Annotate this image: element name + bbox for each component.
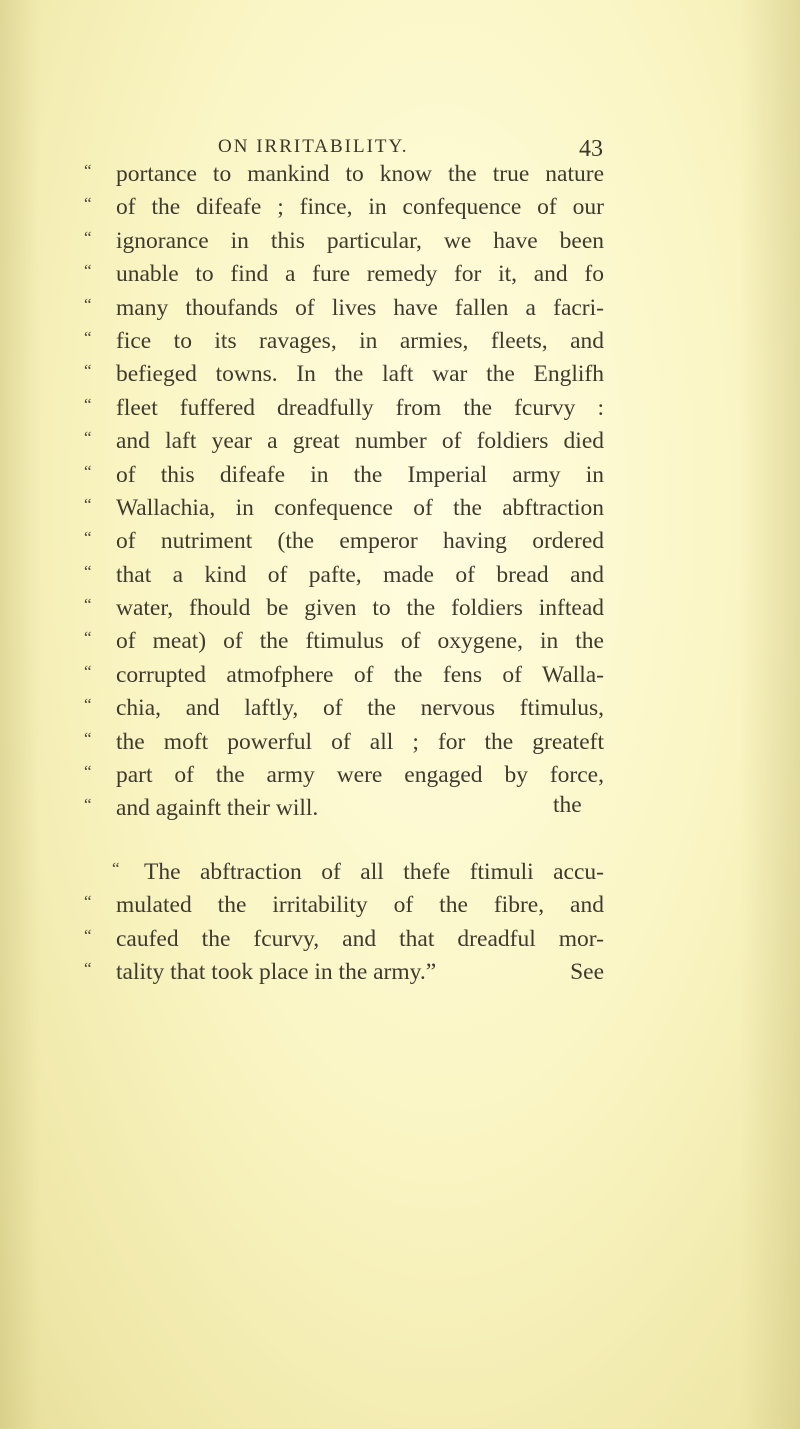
text-line <box>84 592 604 625</box>
line-text: mulated the irritability of the fibre, and <box>116 892 604 919</box>
line-text: portance to mankind to know the true nature <box>116 161 604 187</box>
line-text: The abftraction of all thefe ftimuli accu- <box>144 858 604 885</box>
running-title: ON IRRITABILITY. <box>218 136 409 157</box>
text-line <box>84 492 604 525</box>
line-text: part of the army were engaged by force, <box>116 762 604 789</box>
quote-mark: “ <box>84 361 92 381</box>
paragraph-gap <box>84 826 604 856</box>
paragraph-1 <box>84 158 604 826</box>
quote-mark: “ <box>84 925 92 945</box>
body-text <box>84 158 604 989</box>
quote-mark: “ <box>84 428 92 448</box>
text-line <box>84 726 604 759</box>
line-text: many thoufands of lives have fallen a facri- <box>116 294 604 321</box>
quote-mark: “ <box>84 528 92 548</box>
quote-mark: “ <box>84 161 92 180</box>
text-line <box>84 525 604 558</box>
text-line <box>84 358 604 391</box>
line-text: chia, and laftly, of the nervous ftimulus, <box>116 695 604 722</box>
quote-mark: “ <box>84 494 92 514</box>
line-text: and againft their will. <box>116 795 319 822</box>
text-line <box>84 625 604 658</box>
line-text: of meat) of the ftimulus of oxygene, in the <box>116 628 604 655</box>
text-line <box>84 158 604 191</box>
line-text: befieged towns. In the laft war the Englifh <box>116 361 604 388</box>
line-text: water, fhould be given to the foldiers inftead <box>116 595 604 622</box>
line-text: and laft year a great number of foldiers died <box>116 428 604 455</box>
quote-mark: “ <box>84 394 92 414</box>
quote-mark: “ <box>84 227 92 247</box>
text-line <box>84 191 604 224</box>
quote-mark: “ <box>84 261 92 281</box>
line-text: unable to find a fure remedy for it, and fo <box>116 261 604 288</box>
quote-mark: “ <box>84 661 92 681</box>
line-text: fice to its ravages, in armies, fleets, and <box>116 327 604 354</box>
quote-mark: “ <box>84 327 92 347</box>
line-tail-word: See <box>570 958 604 985</box>
text-line <box>84 759 604 792</box>
line-text: that a kind of pafte, made of bread and <box>116 561 604 588</box>
paragraph-2 <box>84 856 604 990</box>
text-line <box>84 258 604 291</box>
text-line <box>84 225 604 258</box>
page-edge-shadow-left <box>0 0 40 1429</box>
line-text: of the difeafe ; fince, in confequence of our <box>116 194 604 221</box>
text-line <box>84 459 604 492</box>
text-line <box>84 659 604 692</box>
page-edge-shadow-right <box>740 0 800 1429</box>
quote-mark: “ <box>84 628 92 648</box>
quote-mark: “ <box>84 958 92 978</box>
text-line <box>84 792 604 825</box>
quote-mark: “ <box>84 561 92 581</box>
quote-mark: “ <box>84 194 92 214</box>
line-text: tality that took place in the army.” <box>116 958 437 985</box>
catchword: the <box>553 792 582 818</box>
line-text: ignorance in this particular, we have been <box>116 227 604 254</box>
quote-mark: “ <box>84 294 92 314</box>
quote-mark: “ <box>84 595 92 615</box>
text-line <box>84 692 604 725</box>
quote-mark: “ <box>84 728 92 748</box>
line-text: fleet fuffered dreadfully from the fcurvy : <box>116 394 604 421</box>
line-text: the moft powerful of all ; for the greateft <box>116 728 604 755</box>
line-text: corrupted atmofphere of the fens of Walla- <box>116 661 604 688</box>
text-line <box>84 956 604 989</box>
text-line <box>84 392 604 425</box>
text-line <box>84 325 604 358</box>
quote-mark: “ <box>84 695 92 715</box>
text-line <box>84 559 604 592</box>
line-text: of this difeafe in the Imperial army in <box>116 461 604 488</box>
text-line <box>84 292 604 325</box>
line-text: caufed the fcurvy, and that dreadful mor- <box>116 925 604 952</box>
quote-mark: “ <box>84 762 92 782</box>
text-line <box>84 889 604 922</box>
text-line <box>84 923 604 956</box>
text-line <box>84 425 604 458</box>
quote-mark: “ <box>84 461 92 481</box>
quote-mark: “ <box>84 795 92 815</box>
quote-mark: “ <box>84 892 92 912</box>
page-number: 43 <box>579 136 603 162</box>
text-line <box>84 856 604 889</box>
line-text: Wallachia, in confequence of the abftraction <box>116 494 604 521</box>
quote-mark: “ <box>112 858 120 878</box>
line-text: of nutriment (the emperor having ordered <box>116 528 604 555</box>
